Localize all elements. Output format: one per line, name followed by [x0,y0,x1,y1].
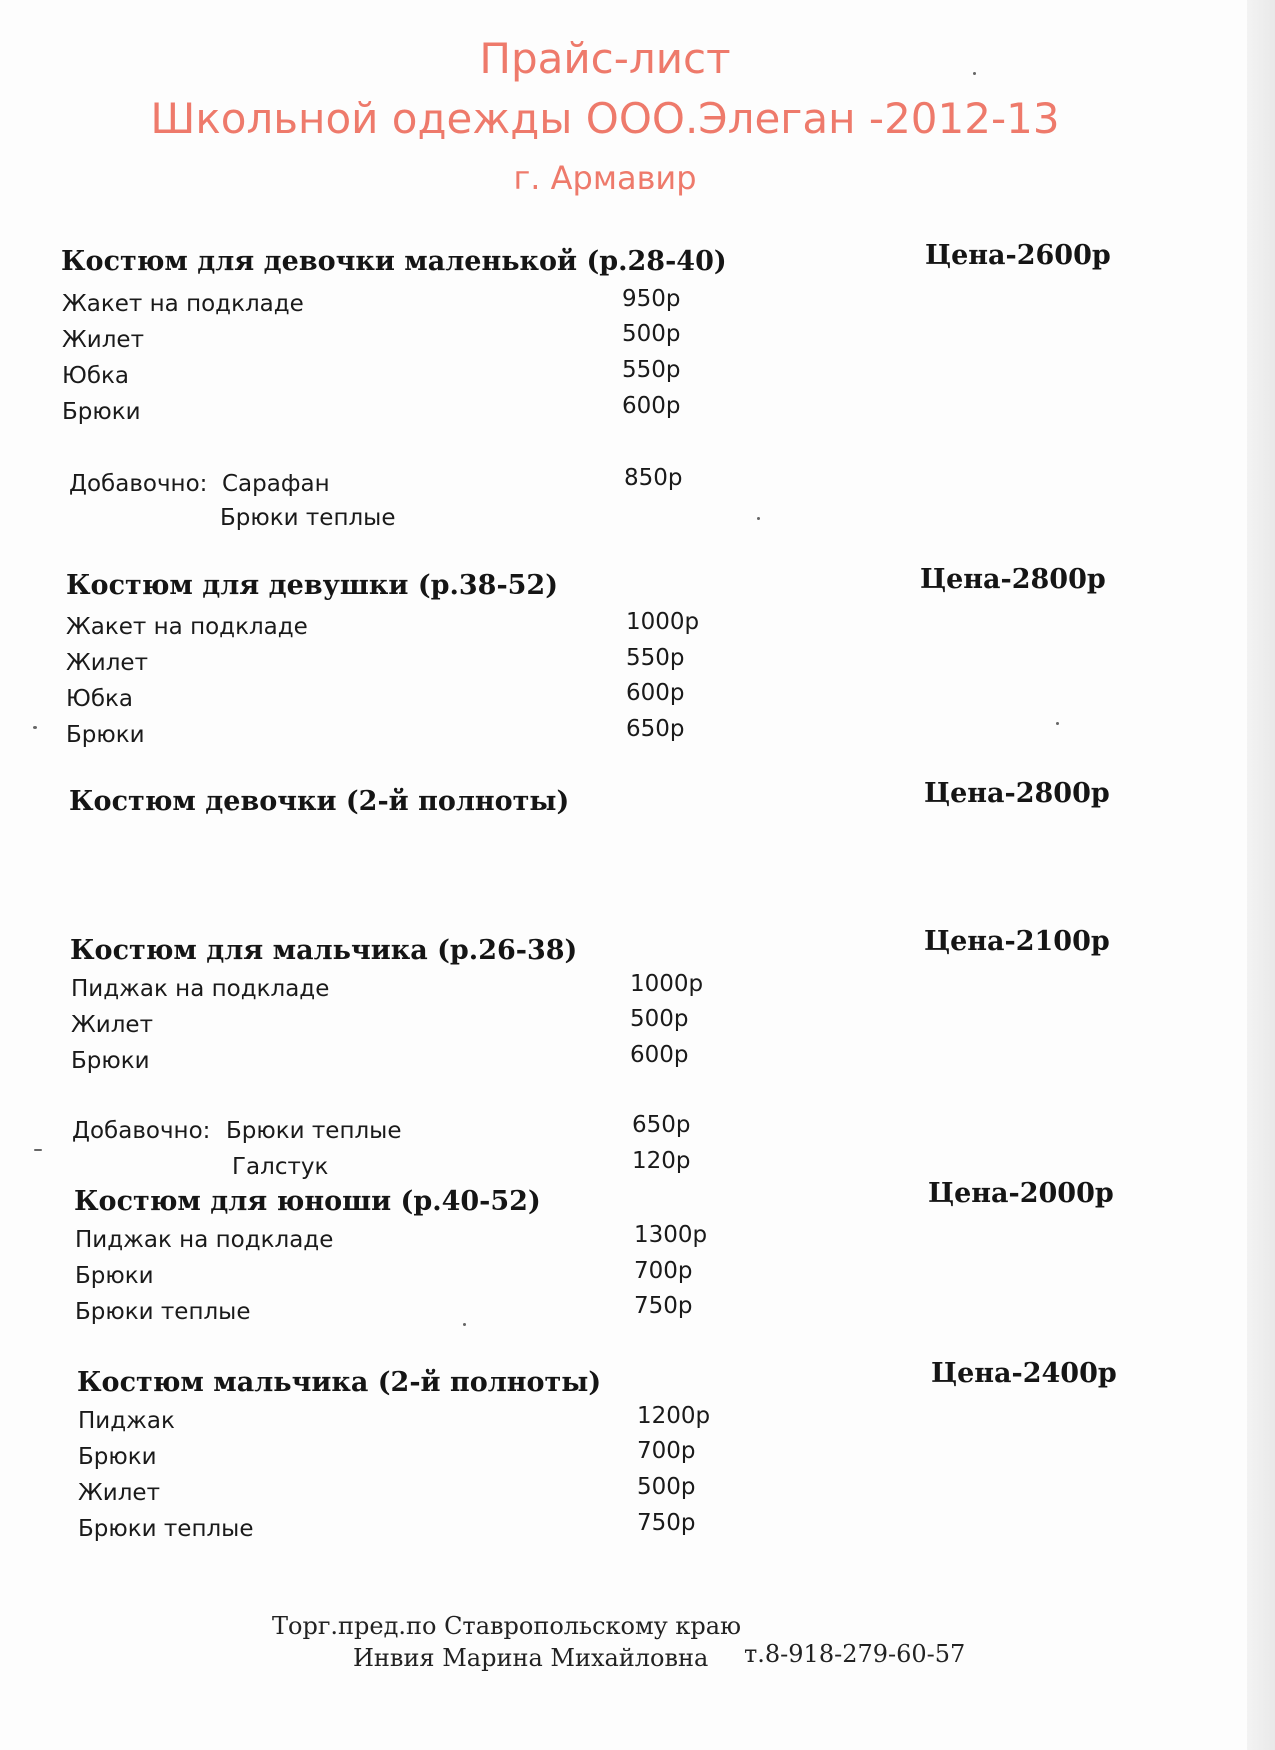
item-price: 550р [622,357,681,383]
item-price: 950р [622,286,681,312]
extra-item-name: Брюки теплые [220,505,396,531]
item-price: 500р [637,1474,696,1500]
extra-item-name: Галстук [232,1154,329,1180]
item-name: Пиджак на подкладе [75,1227,334,1253]
item-price: 550р [626,645,685,671]
item-name: Юбка [62,363,130,389]
header-subtitle: Школьной одежды ООО.Элеган -2012-13 [150,94,1060,143]
section-price: Цена-2100р [924,926,1110,957]
footer-representative-line: Торг.пред.по Ставропольскому краю [272,1612,741,1640]
footer-contact-name: Инвия Марина Михайловна [353,1644,709,1672]
item-price: 600р [630,1042,689,1068]
item-price: 1000р [626,609,700,635]
item-name: Жилет [71,1012,153,1038]
item-price: 500р [630,1006,689,1032]
header-city: г. Армавир [513,159,697,197]
item-name: Жакет на подкладе [66,614,308,640]
section-price: Цена-2400р [931,1358,1117,1389]
item-price: 1200р [637,1403,711,1429]
scan-speck [973,72,976,75]
item-price: 700р [637,1438,696,1464]
footer-phone: т.8-918-279-60-57 [744,1640,966,1668]
document-header [0,30,1210,206]
item-price: 600р [622,393,681,419]
extra-item-price: 120р [632,1148,691,1174]
extra-item-name: Брюки теплые [226,1118,402,1144]
item-price: 750р [634,1293,693,1319]
section-title: Костюм мальчика (2-й полноты) [77,1367,602,1398]
section-title: Костюм для девочки маленькой (р.28-40) [61,246,727,277]
section-title: Костюм для юноши (р.40-52) [74,1186,541,1217]
item-name: Пиджак [78,1408,175,1434]
item-name: Брюки [71,1048,150,1074]
item-name: Брюки [62,399,141,425]
item-price: 1300р [634,1222,708,1248]
item-name: Юбка [66,686,134,712]
section-price: Цена-2000р [928,1178,1114,1209]
extra-item-name: Сарафан [222,471,330,497]
item-name: Жилет [78,1480,160,1506]
scan-edge-shadow [1247,0,1275,1750]
item-price: 1000р [630,971,704,997]
extras-label: Добавочно: [69,471,208,497]
section-title: Костюм девочки (2-й полноты) [69,786,570,817]
item-name: Брюки [75,1263,154,1289]
section-price: Цена-2800р [924,778,1110,809]
item-name: Пиджак на подкладе [71,976,330,1002]
item-name: Жакет на подкладе [62,291,304,317]
item-name: Брюки [78,1444,157,1470]
extra-item-price: 850р [624,465,683,491]
scan-speck [1056,722,1059,725]
scan-speck [33,726,37,729]
item-name: Брюки теплые [78,1516,254,1542]
item-price: 650р [626,716,685,742]
extras-label: Добавочно: [72,1118,211,1144]
item-name: Жилет [62,327,144,353]
scan-speck [463,1323,466,1326]
item-price: 500р [622,321,681,347]
item-name: Брюки теплые [75,1299,251,1325]
section-price: Цена-2800р [920,564,1106,595]
section-title: Костюм для мальчика (р.26-38) [70,935,578,966]
scan-speck [757,517,760,520]
item-name: Брюки [66,722,145,748]
item-name: Жилет [66,650,148,676]
item-price: 600р [626,680,685,706]
item-price: 700р [634,1258,693,1284]
item-price: 750р [637,1510,696,1536]
section-title: Костюм для девушки (р.38-52) [66,570,558,601]
extra-item-price: 650р [632,1112,691,1138]
scan-speck [34,1149,42,1151]
header-title: Прайс-лист [479,34,731,83]
section-price: Цена-2600р [925,240,1111,271]
